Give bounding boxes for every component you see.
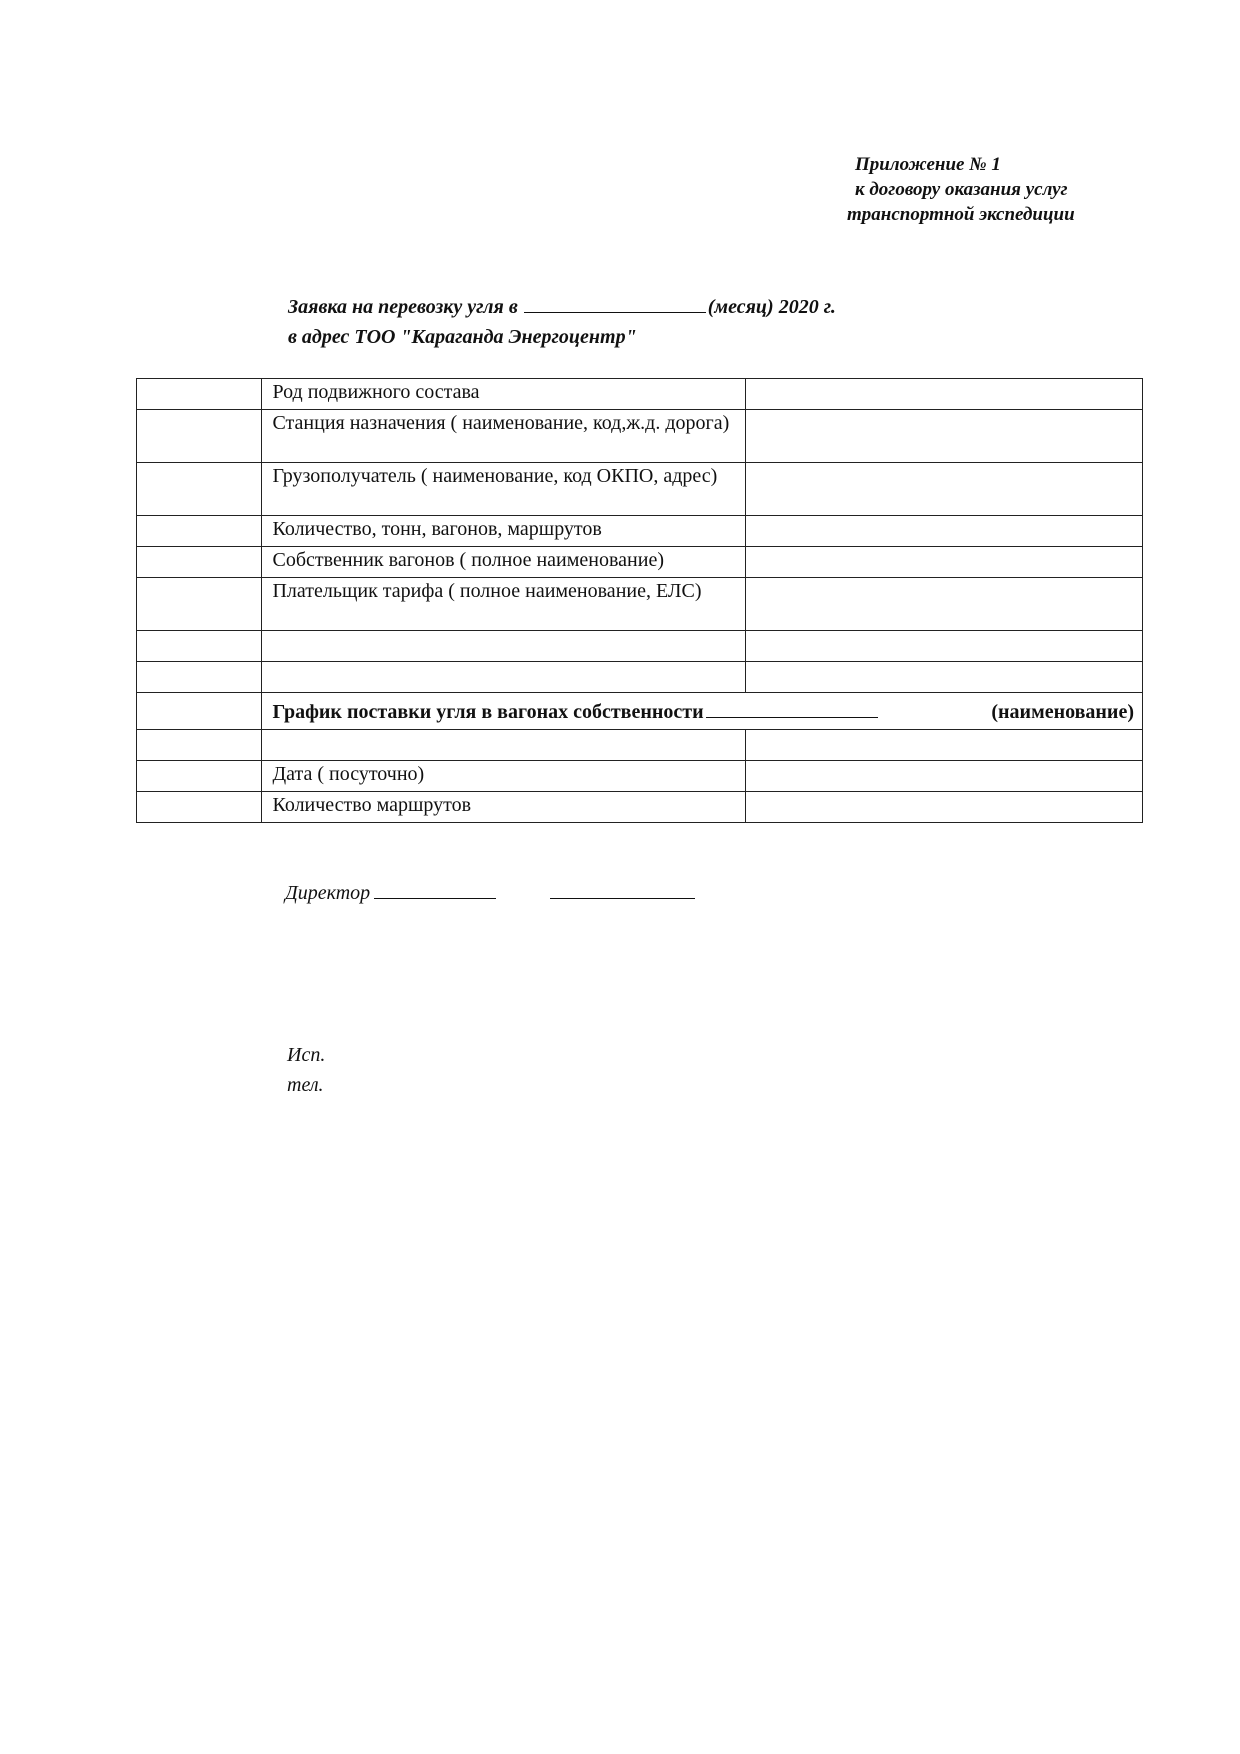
schedule-prefix: График поставки угля в вагонах собственности (272, 701, 704, 723)
row-value-cell (746, 761, 1143, 792)
request-prefix: Заявка на перевозку угля в (288, 296, 518, 318)
row-blank-cell (137, 693, 262, 730)
table-row-empty (137, 730, 1143, 761)
contact-block (287, 1040, 325, 1100)
table-row (137, 410, 1143, 463)
row-value-cell (746, 516, 1143, 547)
request-title (288, 292, 836, 352)
row-label: Плательщик тарифа ( полное наименование, ЕЛС) (262, 578, 746, 631)
table-row (137, 516, 1143, 547)
row-blank-cell (262, 730, 746, 761)
table-row-empty (137, 631, 1143, 662)
row-blank-cell (137, 662, 262, 693)
name-blank (550, 880, 695, 899)
request-line-1 (288, 292, 836, 322)
row-value-cell (746, 379, 1143, 410)
table-row (137, 463, 1143, 516)
signature-block (285, 880, 695, 905)
row-label: Грузополучатель ( наименование, код ОКПО, адрес) (262, 463, 746, 516)
row-value-cell (746, 463, 1143, 516)
row-blank-cell (137, 516, 262, 547)
row-blank-cell (137, 410, 262, 463)
row-blank-cell (137, 463, 262, 516)
row-label: Собственник вагонов ( полное наименование) (262, 547, 746, 578)
phone-label: тел. (287, 1074, 324, 1096)
annex-title: Приложение № 1 (855, 154, 1001, 175)
row-value-cell (746, 547, 1143, 578)
month-blank (524, 294, 706, 313)
row-value-cell (746, 631, 1143, 662)
request-address: в адрес ТОО "Караганда Энергоцентр" (288, 326, 637, 348)
row-blank-cell (137, 761, 262, 792)
annex-contract-line: к договору оказания услуг (855, 179, 1068, 200)
table-row (137, 578, 1143, 631)
row-blank-cell (262, 631, 746, 662)
row-blank-cell (137, 730, 262, 761)
date-label: Дата ( посуточно) (262, 761, 746, 792)
table-row (137, 792, 1143, 823)
row-value-cell (746, 410, 1143, 463)
table-row (137, 547, 1143, 578)
executor-label: Исп. (287, 1044, 326, 1066)
row-blank-cell (137, 792, 262, 823)
schedule-row (137, 693, 1143, 730)
annex-header (845, 152, 1135, 227)
schedule-heading (262, 693, 1143, 730)
row-label: Станция назначения ( наименование, код,ж.д. дорога) (262, 410, 746, 463)
row-blank-cell (137, 631, 262, 662)
routes-label: Количество маршрутов (262, 792, 746, 823)
table-row-empty (137, 662, 1143, 693)
row-label: Род подвижного состава (262, 379, 746, 410)
row-label: Количество, тонн, вагонов, маршрутов (262, 516, 746, 547)
row-value-cell (746, 792, 1143, 823)
owner-blank (706, 701, 878, 718)
annex-expedition-line: транспортной экспедиции (847, 204, 1075, 225)
table-row (137, 379, 1143, 410)
row-blank-cell (262, 662, 746, 693)
row-blank-cell (137, 379, 262, 410)
request-form-table (136, 378, 1143, 823)
schedule-suffix: (наименование) (991, 701, 1134, 723)
director-label: Директор (285, 882, 371, 904)
request-suffix: (месяц) 2020 г. (707, 296, 836, 318)
row-value-cell (746, 662, 1143, 693)
row-blank-cell (137, 547, 262, 578)
row-blank-cell (137, 578, 262, 631)
signature-blank (374, 880, 496, 899)
row-value-cell (746, 578, 1143, 631)
row-value-cell (746, 730, 1143, 761)
table-row (137, 761, 1143, 792)
